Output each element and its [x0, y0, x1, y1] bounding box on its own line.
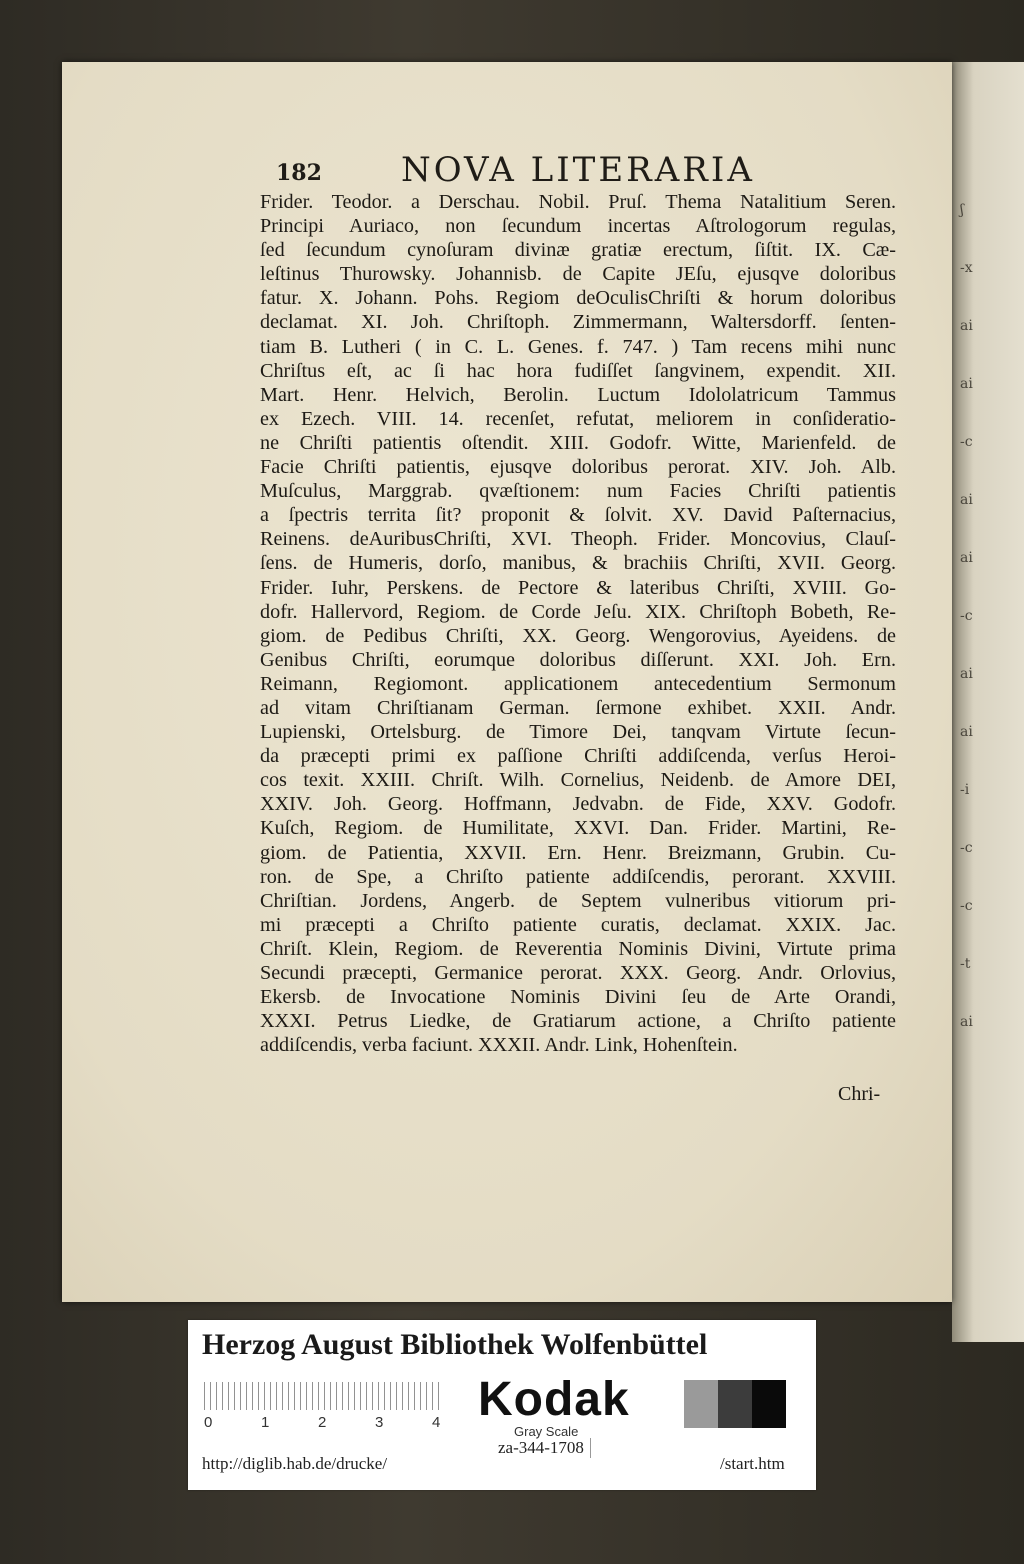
- text-line: Ekersb. de Invocatione Nominis Divini ſeu de Arte Orandi,: [260, 986, 896, 1009]
- gray-scale-label: Gray Scale: [514, 1424, 579, 1439]
- text-line: cos texit. XXIII. Chriſt. Wilh. Cornelius, Neidenb. de Amore DEI,: [260, 769, 896, 792]
- adjacent-page-fragment: -c: [960, 898, 973, 914]
- text-line: ſed ſecundum cynoſuram divinæ gratiæ erectum, ſiſtit. IX. Cæ-: [260, 239, 896, 262]
- catchword: Chri-: [838, 1083, 881, 1105]
- adjacent-page-strip: [952, 62, 1024, 1342]
- text-line: Secundi præcepti, Germanice perorat. XXX. Georg. Andr. Orlovius,: [260, 962, 896, 984]
- text-line: addiſcendis, verba faciunt. XXXII. Andr. Link, Hohenſtein.: [260, 1034, 738, 1057]
- ruler-number: 4: [432, 1414, 441, 1431]
- text-line: Reinens. deAuribusChriſti, XVI. Theoph. Frider. Moncovius, Clauſ-: [260, 528, 896, 551]
- gray-scale-patches: [650, 1380, 788, 1428]
- text-line: a ſpectris territa ſit? proponit & ſolvit. XV. David Paſternacius,: [260, 504, 896, 527]
- ruler-numbers: [204, 1414, 444, 1434]
- digitization-target-card: [188, 1320, 816, 1490]
- gray-patch: [684, 1380, 718, 1428]
- text-line: ad vitam Chriſtianam German. ſermone exhibet. XXII. Andr.: [260, 696, 896, 719]
- adjacent-page-fragment: -t: [960, 956, 971, 972]
- text-line: ſens. de Humeris, dorſo, manibus, & brachiis Chriſti, XVII. Georg.: [260, 552, 896, 575]
- text-line: Kuſch, Regiom. de Humilitate, XXVI. Dan. Frider. Martini, Re-: [260, 817, 896, 840]
- page-number: 182: [276, 160, 322, 186]
- adjacent-page-fragment: -c: [960, 840, 973, 856]
- url-left: http://diglib.hab.de/drucke/: [202, 1454, 388, 1473]
- text-line: Principi Auriaco, non ſecundum incertas Aſtrologorum regulas,: [260, 215, 896, 238]
- ruler-ticks: [204, 1382, 444, 1410]
- adjacent-page-fragment: ai: [960, 550, 973, 566]
- adjacent-page-fragment: -c: [960, 608, 973, 624]
- text-line: Lupienski, Ortelsburg. de Timore Dei, tanqvam Virtute ſecun-: [260, 721, 896, 744]
- adjacent-page-fragment: ai: [960, 318, 973, 334]
- library-name: Herzog August Bibliothek Wolfenbüttel: [202, 1328, 708, 1361]
- text-line: mi præcepti a Chriſto patiente curatis, declamat. XXIX. Jac.: [260, 913, 896, 936]
- text-line: fatur. X. Johann. Pohs. Regiom deOculisChriſti & horum doloribus: [260, 287, 896, 310]
- text-line: XXIV. Joh. Georg. Hoffmann, Jedvabn. de Fide, XXV. Godofr.: [260, 793, 896, 816]
- ruler-number: 0: [204, 1414, 213, 1431]
- adjacent-page-fragment: -i: [960, 782, 970, 798]
- text-line: Frider. Teodor. a Derschau. Nobil. Pruſ. Thema Natalitium Seren.: [260, 191, 896, 213]
- gray-patch: [718, 1380, 752, 1428]
- text-line: Chriſtian. Jordens, Angerb. de Septem vulneribus vitiorum pri-: [260, 889, 896, 912]
- adjacent-page-fragment: ai: [960, 666, 973, 682]
- ruler-number: 1: [261, 1414, 270, 1431]
- text-line: Chriſtus eſt, ac ſi hac hora fudiſſet ſangvinem, expendit. XII.: [260, 359, 896, 382]
- shelfmark: za-344-1708: [498, 1438, 591, 1458]
- text-line: giom. de Pedibus Chriſti, XX. Georg. Wengorovius, Ayeidens. de: [260, 624, 896, 647]
- body-text: [260, 190, 896, 1057]
- text-line: Chriſt. Klein, Regiom. de Reverentia Nominis Divini, Virtute prima: [260, 937, 896, 960]
- text-line: giom. de Patientia, XXVII. Ern. Henr. Breizmann, Grubin. Cu-: [260, 841, 896, 864]
- adjacent-page-fragment: -x: [960, 260, 973, 276]
- text-line: XXXI. Petrus Liedke, de Gratiarum actione, a Chriſto patiente: [260, 1010, 896, 1033]
- text-line: Mart. Henr. Helvich, Berolin. Luctum Idololatricum Tammus: [260, 383, 896, 406]
- text-line: leſtinus Thurowsky. Johannisb. de Capite JEſu, ejusqve doloribus: [260, 263, 896, 286]
- url-right: /start.htm: [720, 1454, 785, 1473]
- text-line: Muſculus, Marggrab. qvæſtionem: num Facies Chriſti patientis: [260, 480, 896, 503]
- gray-patch: [650, 1380, 684, 1428]
- text-line: da præcepti primi ex paſſione Chriſti addiſcenda, verſus Heroi-: [260, 745, 896, 768]
- text-line: Reimann, Regiomont. applicationem antecedentium Sermonum: [260, 672, 896, 695]
- text-line: Frider. Iuhr, Perskens. de Pectore & lateribus Chriſti, XVIII. Go-: [260, 576, 896, 599]
- text-line: ex Ezech. VIII. 14. recenſet, refutat, meliorem in conſideratio-: [260, 407, 896, 430]
- adjacent-page-fragment: -c: [960, 434, 973, 450]
- scale-ruler: [204, 1382, 444, 1431]
- adjacent-page-fragment: ai: [960, 376, 973, 392]
- gray-patch: [752, 1380, 786, 1428]
- adjacent-page-fragment: ai: [960, 724, 973, 740]
- text-line: tiam B. Lutheri ( in C. L. Genes. f. 747. ) Tam recens mihi nunc: [260, 335, 896, 358]
- text-line: ne Chriſti patientis oſtendit. XIII. Godofr. Witte, Marienfeld. de: [260, 431, 896, 454]
- running-head-title: NOVA LITERARIA: [401, 150, 755, 190]
- kodak-logo: Kodak: [478, 1373, 630, 1426]
- ruler-number: 2: [318, 1414, 327, 1431]
- text-line: Genibus Chriſti, eorumque doloribus diſſerunt. XXI. Joh. Ern.: [260, 648, 896, 671]
- running-head: [276, 150, 896, 190]
- adjacent-page-fragment: ai: [960, 1014, 973, 1030]
- adjacent-page-fragment: ʃ: [960, 202, 964, 218]
- text-line: ron. de Spe, a Chriſto patiente addiſcendis, perorant. XXVIII.: [260, 865, 896, 888]
- adjacent-page-fragment: ai: [960, 492, 973, 508]
- text-line: Facie Chriſti patientis, ejusqve doloribus perorat. XIV. Joh. Alb.: [260, 456, 896, 479]
- text-line: declamat. XI. Joh. Chriſtoph. Zimmermann, Waltersdorff. ſenten-: [260, 311, 896, 334]
- ruler-number: 3: [375, 1414, 384, 1431]
- text-line: dofr. Hallervord, Regiom. de Corde Jeſu. XIX. Chriſtoph Bobeth, Re-: [260, 600, 896, 623]
